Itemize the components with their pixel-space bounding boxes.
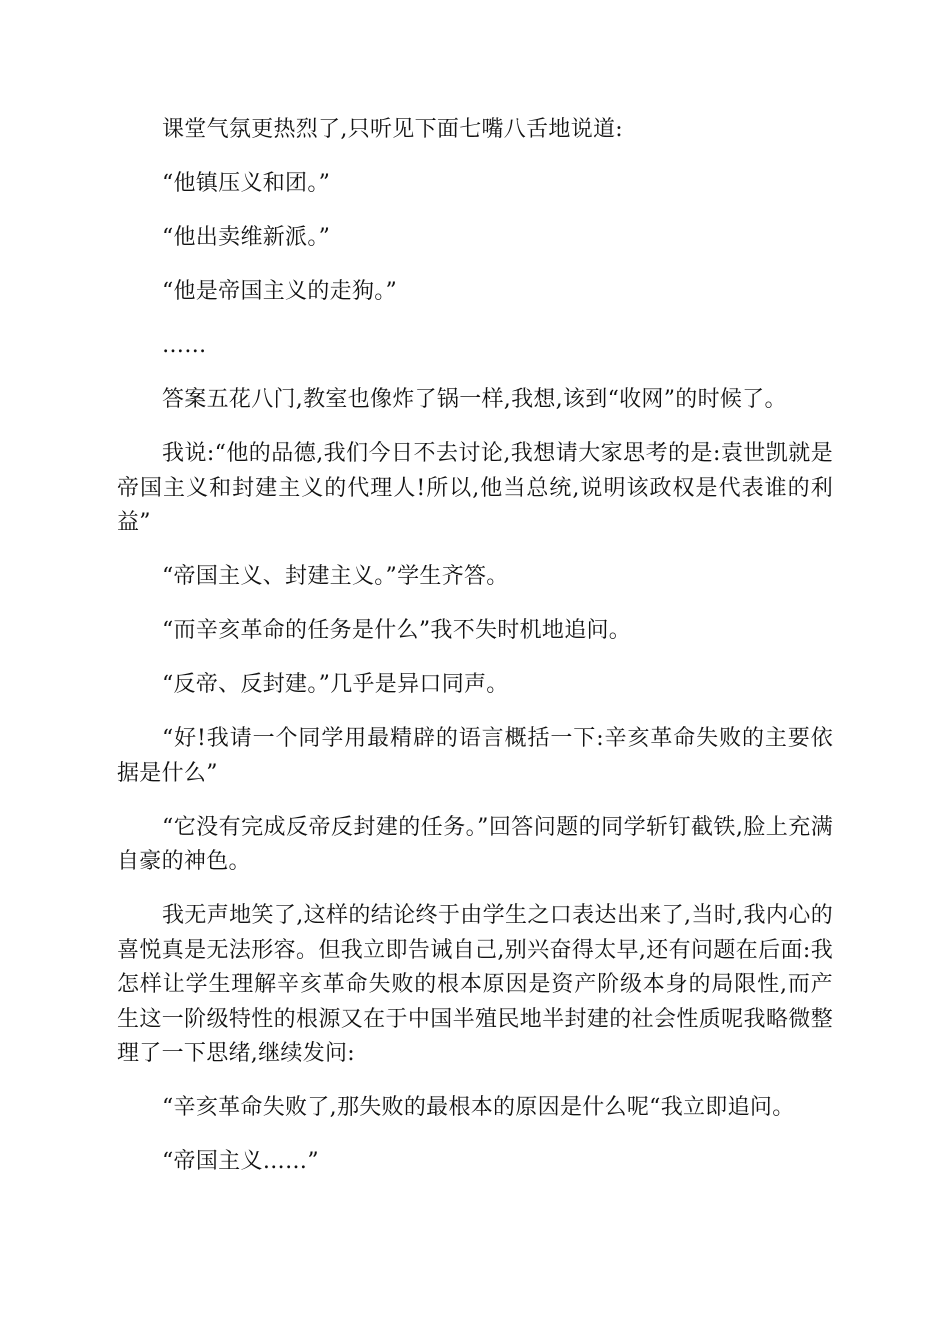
paragraph-root-cause-question: “辛亥革命失败了,那失败的最根本的原因是什么呢“我立即追问。 [162,1095,795,1120]
paragraph-unison-answer: “反帝、反封建。”几乎是异口同声。 [162,672,509,697]
paragraph-classroom-atmosphere: 课堂气氛更热烈了,只听见下面七嘴八舌地说道: [162,117,624,142]
paragraph-answers-varied: 答案五花八门,教室也像炸了锅一样,我想,该到“收网”的时候了。 [162,387,787,412]
paragraph-final-answer: “帝国主义……” [162,1149,319,1174]
paragraph-student-answer-2: “他出卖维新派。” [162,225,331,250]
paragraph-follow-up-question: “而辛亥革命的任务是什么”我不失时机地追问。 [162,618,632,643]
paragraph-chorus-answer: “帝国主义、封建主义。”学生齐答。 [162,564,509,589]
document-body [117,113,833,1199]
paragraph-student-answer-1: “他镇压义和团。” [162,171,331,196]
paragraph-summary-request: “好!我请一个同学用最精辟的语言概括一下:辛亥革命失败的主要依据是什么” [117,726,833,786]
paragraph-student-answer-3: “他是帝国主义的走狗。” [162,279,398,304]
paragraph-teacher-reflection: 我无声地笑了,这样的结论终于由学生之口表达出来了,当时,我内心的喜悦真是无法形容。但我立即告诫自己,别兴奋得太早,还有问题在后面:我怎样让学生理解辛亥革命失败的根本原因是资产阶级本身的局限性,而产生这一阶级特性的根源又在于中国半殖民地半封建的社会性质呢我略微整理了一下思绪,继续发问: [117,903,833,1066]
paragraph-ellipsis: …… [162,333,207,358]
paragraph-confident-answer: “它没有完成反帝反封建的任务。”回答问题的同学斩钉截铁,脸上充满自豪的神色。 [117,814,833,874]
paragraph-teacher-question: 我说:“他的品德,我们今日不去讨论,我想请大家思考的是:袁世凯就是帝国主义和封建主义的代理人!所以,他当总统,说明该政权是代表谁的利益” [117,441,833,535]
